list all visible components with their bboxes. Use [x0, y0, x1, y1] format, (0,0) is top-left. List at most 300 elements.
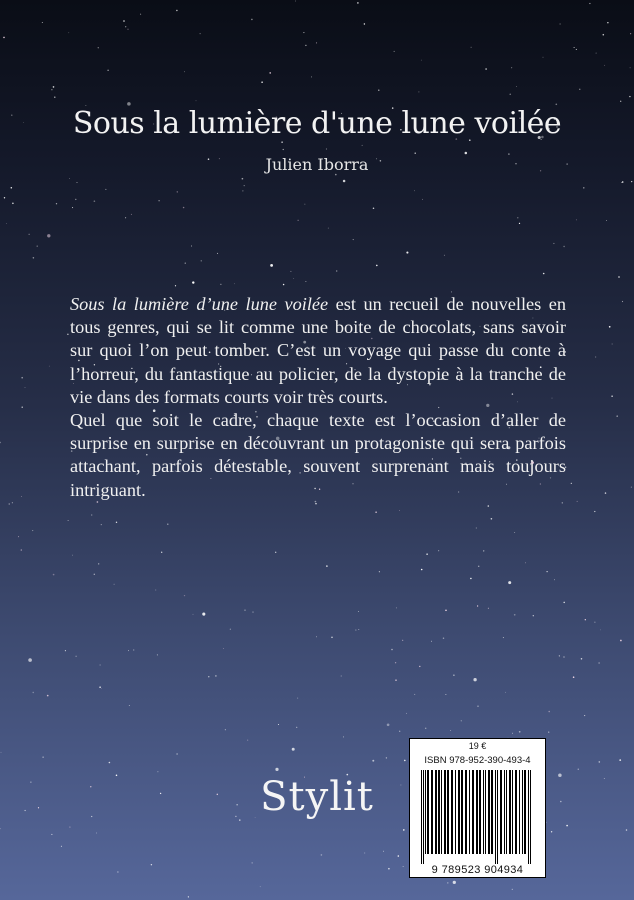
star — [72, 207, 73, 208]
star — [461, 720, 462, 721]
star — [251, 19, 253, 21]
star — [622, 181, 624, 183]
star — [543, 273, 545, 275]
star — [596, 53, 597, 54]
barcode-bars — [415, 770, 541, 866]
star — [391, 649, 393, 651]
star — [343, 180, 346, 183]
star — [311, 76, 312, 77]
star — [33, 257, 35, 259]
star — [335, 174, 337, 176]
star — [414, 190, 415, 191]
star — [175, 285, 176, 286]
star — [426, 553, 428, 555]
star — [29, 234, 30, 235]
star — [116, 522, 117, 523]
star — [576, 220, 577, 221]
star — [69, 826, 70, 827]
star — [53, 86, 55, 88]
star — [379, 571, 380, 572]
star — [399, 510, 400, 511]
star — [101, 524, 102, 525]
star — [158, 200, 159, 201]
star — [450, 730, 451, 731]
star — [305, 281, 306, 282]
star — [331, 636, 333, 638]
star — [473, 678, 476, 681]
star — [247, 740, 248, 741]
star — [387, 723, 390, 726]
barcode-bar — [447, 770, 449, 854]
star — [56, 203, 57, 204]
star — [546, 571, 547, 572]
star — [140, 14, 141, 15]
star — [4, 197, 5, 198]
star — [22, 407, 23, 408]
star — [603, 34, 605, 36]
star — [512, 733, 513, 734]
star — [358, 611, 359, 612]
star — [612, 344, 613, 345]
star — [510, 94, 511, 95]
star — [445, 610, 447, 612]
star — [394, 51, 395, 52]
star — [21, 377, 23, 379]
star — [341, 675, 342, 676]
star — [554, 579, 555, 580]
star — [619, 759, 621, 761]
blurb-paragraph-1 — [70, 293, 566, 409]
barcode-bar — [512, 770, 513, 854]
star — [131, 214, 132, 215]
star — [223, 648, 224, 649]
star — [129, 705, 130, 706]
star — [578, 769, 579, 770]
barcode-bar — [488, 770, 490, 854]
star — [69, 178, 70, 179]
star — [326, 565, 328, 567]
star — [512, 889, 513, 890]
barcode-bar — [500, 770, 502, 854]
star — [244, 185, 245, 186]
star — [281, 141, 283, 143]
star — [566, 825, 568, 827]
star — [94, 574, 95, 575]
star — [32, 692, 33, 693]
star — [316, 636, 317, 637]
star — [75, 199, 76, 200]
star — [125, 217, 126, 218]
barcode-guard-bar — [421, 770, 422, 866]
star — [28, 658, 32, 662]
star — [99, 686, 101, 688]
star — [67, 334, 68, 335]
star — [516, 86, 517, 87]
star — [406, 252, 408, 254]
star — [133, 650, 134, 651]
star — [421, 60, 422, 61]
barcode-bar — [427, 770, 429, 854]
star — [395, 679, 397, 681]
star — [96, 833, 97, 834]
blurb-paragraph-1-text: est un recueil de nouvelles en tous genres, qui se lit comme une boite de chocolats, sans savoir sur quoi l’on peut tomber. C’est un voyage qui passe du conte à l’horreur, du fantastique au policier, de la dystopie à la tranche de vie dans des formats courts voir très courts. — [70, 294, 567, 407]
star — [447, 882, 448, 883]
star — [631, 181, 632, 182]
star — [125, 26, 126, 27]
book-title: Sous la lumière d'une lune voilée — [72, 106, 562, 141]
star — [298, 220, 299, 221]
star — [579, 89, 580, 90]
star — [260, 886, 261, 887]
star — [51, 834, 52, 835]
star — [242, 178, 244, 180]
star — [415, 153, 416, 154]
star — [491, 518, 493, 520]
star — [414, 694, 415, 695]
star — [553, 243, 554, 244]
star — [296, 727, 297, 728]
star — [155, 590, 156, 591]
star — [290, 271, 291, 272]
star — [373, 208, 375, 210]
star — [563, 656, 564, 657]
star — [151, 864, 152, 865]
star — [555, 103, 557, 105]
barcode-bar — [519, 770, 520, 854]
star — [353, 239, 354, 240]
star — [191, 246, 192, 247]
star — [372, 760, 374, 762]
star — [542, 57, 543, 58]
star — [244, 609, 245, 610]
star — [12, 202, 14, 204]
star — [117, 871, 118, 872]
publisher-logo: Stylit — [260, 774, 374, 820]
star — [519, 731, 521, 733]
star — [47, 695, 49, 697]
star — [357, 2, 359, 4]
barcode-bar — [472, 770, 474, 854]
barcode-bar — [506, 770, 507, 854]
star — [107, 70, 108, 71]
star — [355, 630, 356, 631]
star — [583, 187, 584, 188]
star — [316, 42, 317, 43]
barcode-digits: 9 789523 904934 — [410, 864, 545, 876]
star — [91, 515, 92, 516]
star — [9, 503, 10, 504]
star — [65, 650, 66, 651]
star — [514, 532, 515, 533]
star — [525, 562, 526, 563]
star — [270, 264, 273, 267]
barcode-bar — [476, 770, 478, 854]
star — [99, 664, 100, 665]
star — [315, 503, 316, 504]
star — [386, 757, 387, 758]
star — [123, 20, 125, 22]
star — [604, 65, 605, 66]
star — [157, 771, 158, 772]
star — [396, 607, 397, 608]
star — [98, 47, 99, 48]
star — [595, 357, 596, 358]
star — [184, 71, 185, 72]
barcode-bar — [465, 770, 467, 854]
star — [581, 658, 583, 660]
star — [343, 736, 344, 737]
star — [514, 614, 516, 616]
star — [519, 223, 520, 224]
star — [594, 511, 595, 512]
star — [406, 713, 407, 714]
star — [6, 223, 7, 224]
barcode-bar — [522, 770, 523, 854]
star — [508, 581, 511, 584]
star — [488, 608, 489, 609]
star — [326, 149, 327, 150]
star — [607, 22, 608, 23]
star — [376, 265, 378, 267]
star — [25, 387, 26, 388]
star — [399, 731, 400, 732]
star — [21, 496, 22, 497]
star — [217, 253, 218, 254]
star — [252, 862, 253, 863]
star — [297, 698, 298, 699]
price: 19 € — [468, 741, 487, 751]
star — [548, 711, 550, 713]
star — [551, 831, 552, 832]
barcode-bar — [438, 770, 440, 854]
star — [184, 595, 185, 596]
star — [269, 72, 271, 74]
star — [21, 549, 23, 551]
star — [477, 705, 479, 707]
star — [275, 768, 278, 771]
star — [201, 260, 202, 261]
star — [606, 220, 607, 221]
star — [183, 207, 185, 209]
star — [402, 640, 403, 641]
star — [196, 100, 197, 101]
star — [398, 855, 400, 857]
star — [453, 674, 455, 676]
star — [278, 724, 279, 725]
star — [192, 281, 194, 283]
barcode-bar — [524, 770, 526, 854]
star — [176, 753, 178, 755]
star — [559, 655, 560, 656]
star — [620, 640, 622, 642]
star — [563, 246, 564, 247]
star — [388, 868, 390, 870]
star — [444, 255, 445, 256]
star — [321, 854, 323, 856]
barcode-bar — [441, 770, 442, 854]
star — [577, 501, 578, 502]
blurb-paragraph-2: Quel que soit le cadre, chaque texte est l’occasion d’aller de surprise en surprise en découvrant un protagoniste qui sera parfois attachant, parfois détestable, souvent surprenant mais toujours intriguant. — [70, 410, 566, 500]
star — [403, 866, 404, 867]
barcode-guard-bar — [497, 770, 498, 866]
star — [215, 675, 217, 677]
star — [303, 32, 304, 33]
star — [193, 614, 194, 615]
star — [176, 10, 177, 11]
star — [157, 654, 158, 655]
star — [631, 487, 632, 488]
back-cover-blurb — [70, 293, 566, 502]
star — [471, 47, 472, 48]
star — [94, 200, 96, 202]
star — [571, 483, 572, 484]
star — [609, 326, 611, 328]
star — [72, 555, 73, 556]
star — [68, 520, 69, 521]
star — [476, 527, 477, 528]
star — [18, 536, 19, 537]
star — [598, 662, 599, 663]
barcode-guard-bar — [530, 770, 531, 866]
star — [47, 234, 50, 237]
barcode-bar — [485, 770, 486, 854]
barcode-bar — [509, 770, 511, 854]
star — [275, 552, 276, 553]
star — [533, 615, 534, 616]
star — [453, 881, 456, 884]
star — [283, 149, 284, 150]
barcode-bar — [435, 770, 437, 854]
star — [425, 728, 426, 729]
star — [177, 191, 178, 192]
star — [49, 366, 50, 367]
star — [230, 629, 231, 630]
star — [295, 1, 296, 2]
star — [200, 33, 201, 34]
star — [477, 605, 478, 606]
star — [419, 666, 420, 667]
star — [422, 199, 423, 200]
star — [101, 688, 102, 689]
star — [630, 67, 631, 68]
star — [54, 97, 55, 98]
star — [630, 33, 631, 34]
star — [605, 492, 606, 493]
star — [404, 760, 406, 762]
star — [11, 187, 13, 189]
barcode-guard-bar — [423, 770, 424, 866]
star — [395, 662, 396, 663]
barcode-guard-bar — [495, 770, 496, 866]
star — [53, 574, 55, 576]
star — [438, 550, 439, 551]
star — [358, 629, 359, 630]
star — [562, 502, 563, 503]
star — [585, 619, 586, 620]
star — [465, 152, 468, 155]
star — [620, 101, 621, 102]
star — [167, 524, 168, 525]
star — [12, 502, 13, 503]
star — [443, 638, 444, 639]
barcode-guard-bar — [528, 770, 529, 866]
star — [421, 569, 423, 571]
star — [403, 829, 405, 831]
star — [161, 552, 162, 553]
star — [225, 729, 226, 730]
star — [0, 442, 1, 443]
star — [548, 731, 549, 732]
star — [51, 89, 52, 90]
barcode-bar — [431, 770, 433, 854]
star — [364, 23, 365, 24]
star — [418, 91, 419, 92]
star — [629, 96, 630, 97]
star — [328, 228, 329, 229]
blurb-title-italic: Sous la lumière d’une lune voilée — [70, 294, 329, 314]
star — [127, 29, 128, 30]
star — [626, 829, 628, 831]
star — [98, 563, 99, 564]
star — [559, 23, 560, 24]
barcode-bar — [458, 770, 460, 854]
star — [188, 896, 189, 897]
barcode-bar — [515, 770, 517, 854]
star — [68, 32, 69, 33]
star — [584, 715, 585, 716]
star — [364, 853, 365, 854]
star — [483, 550, 484, 551]
star — [503, 637, 504, 638]
star — [594, 622, 595, 623]
barcode-bar — [444, 770, 446, 854]
star — [37, 246, 38, 247]
star — [305, 45, 306, 46]
star — [611, 396, 612, 397]
star — [292, 748, 295, 751]
star — [283, 284, 285, 286]
star — [431, 641, 432, 642]
star — [478, 566, 479, 567]
star — [77, 182, 78, 183]
barcode-bar — [469, 770, 470, 854]
star — [362, 145, 363, 146]
star — [185, 263, 186, 264]
star — [622, 301, 623, 302]
star — [305, 204, 306, 205]
star — [3, 37, 5, 39]
star — [511, 67, 512, 68]
star — [383, 851, 384, 852]
star — [599, 761, 601, 763]
star — [42, 22, 43, 23]
star — [336, 270, 337, 271]
star — [1, 752, 2, 753]
star — [488, 505, 490, 507]
star — [293, 278, 294, 279]
barcode-bar — [491, 770, 493, 854]
star — [375, 511, 377, 513]
barcode-bar — [479, 770, 481, 854]
star — [618, 276, 620, 278]
star — [470, 578, 471, 579]
star — [61, 846, 62, 847]
star — [616, 415, 618, 417]
barcode-bar — [461, 770, 463, 854]
author-name: Julien Iborra — [265, 155, 369, 174]
barcode-bar — [483, 770, 484, 854]
star — [42, 756, 43, 757]
